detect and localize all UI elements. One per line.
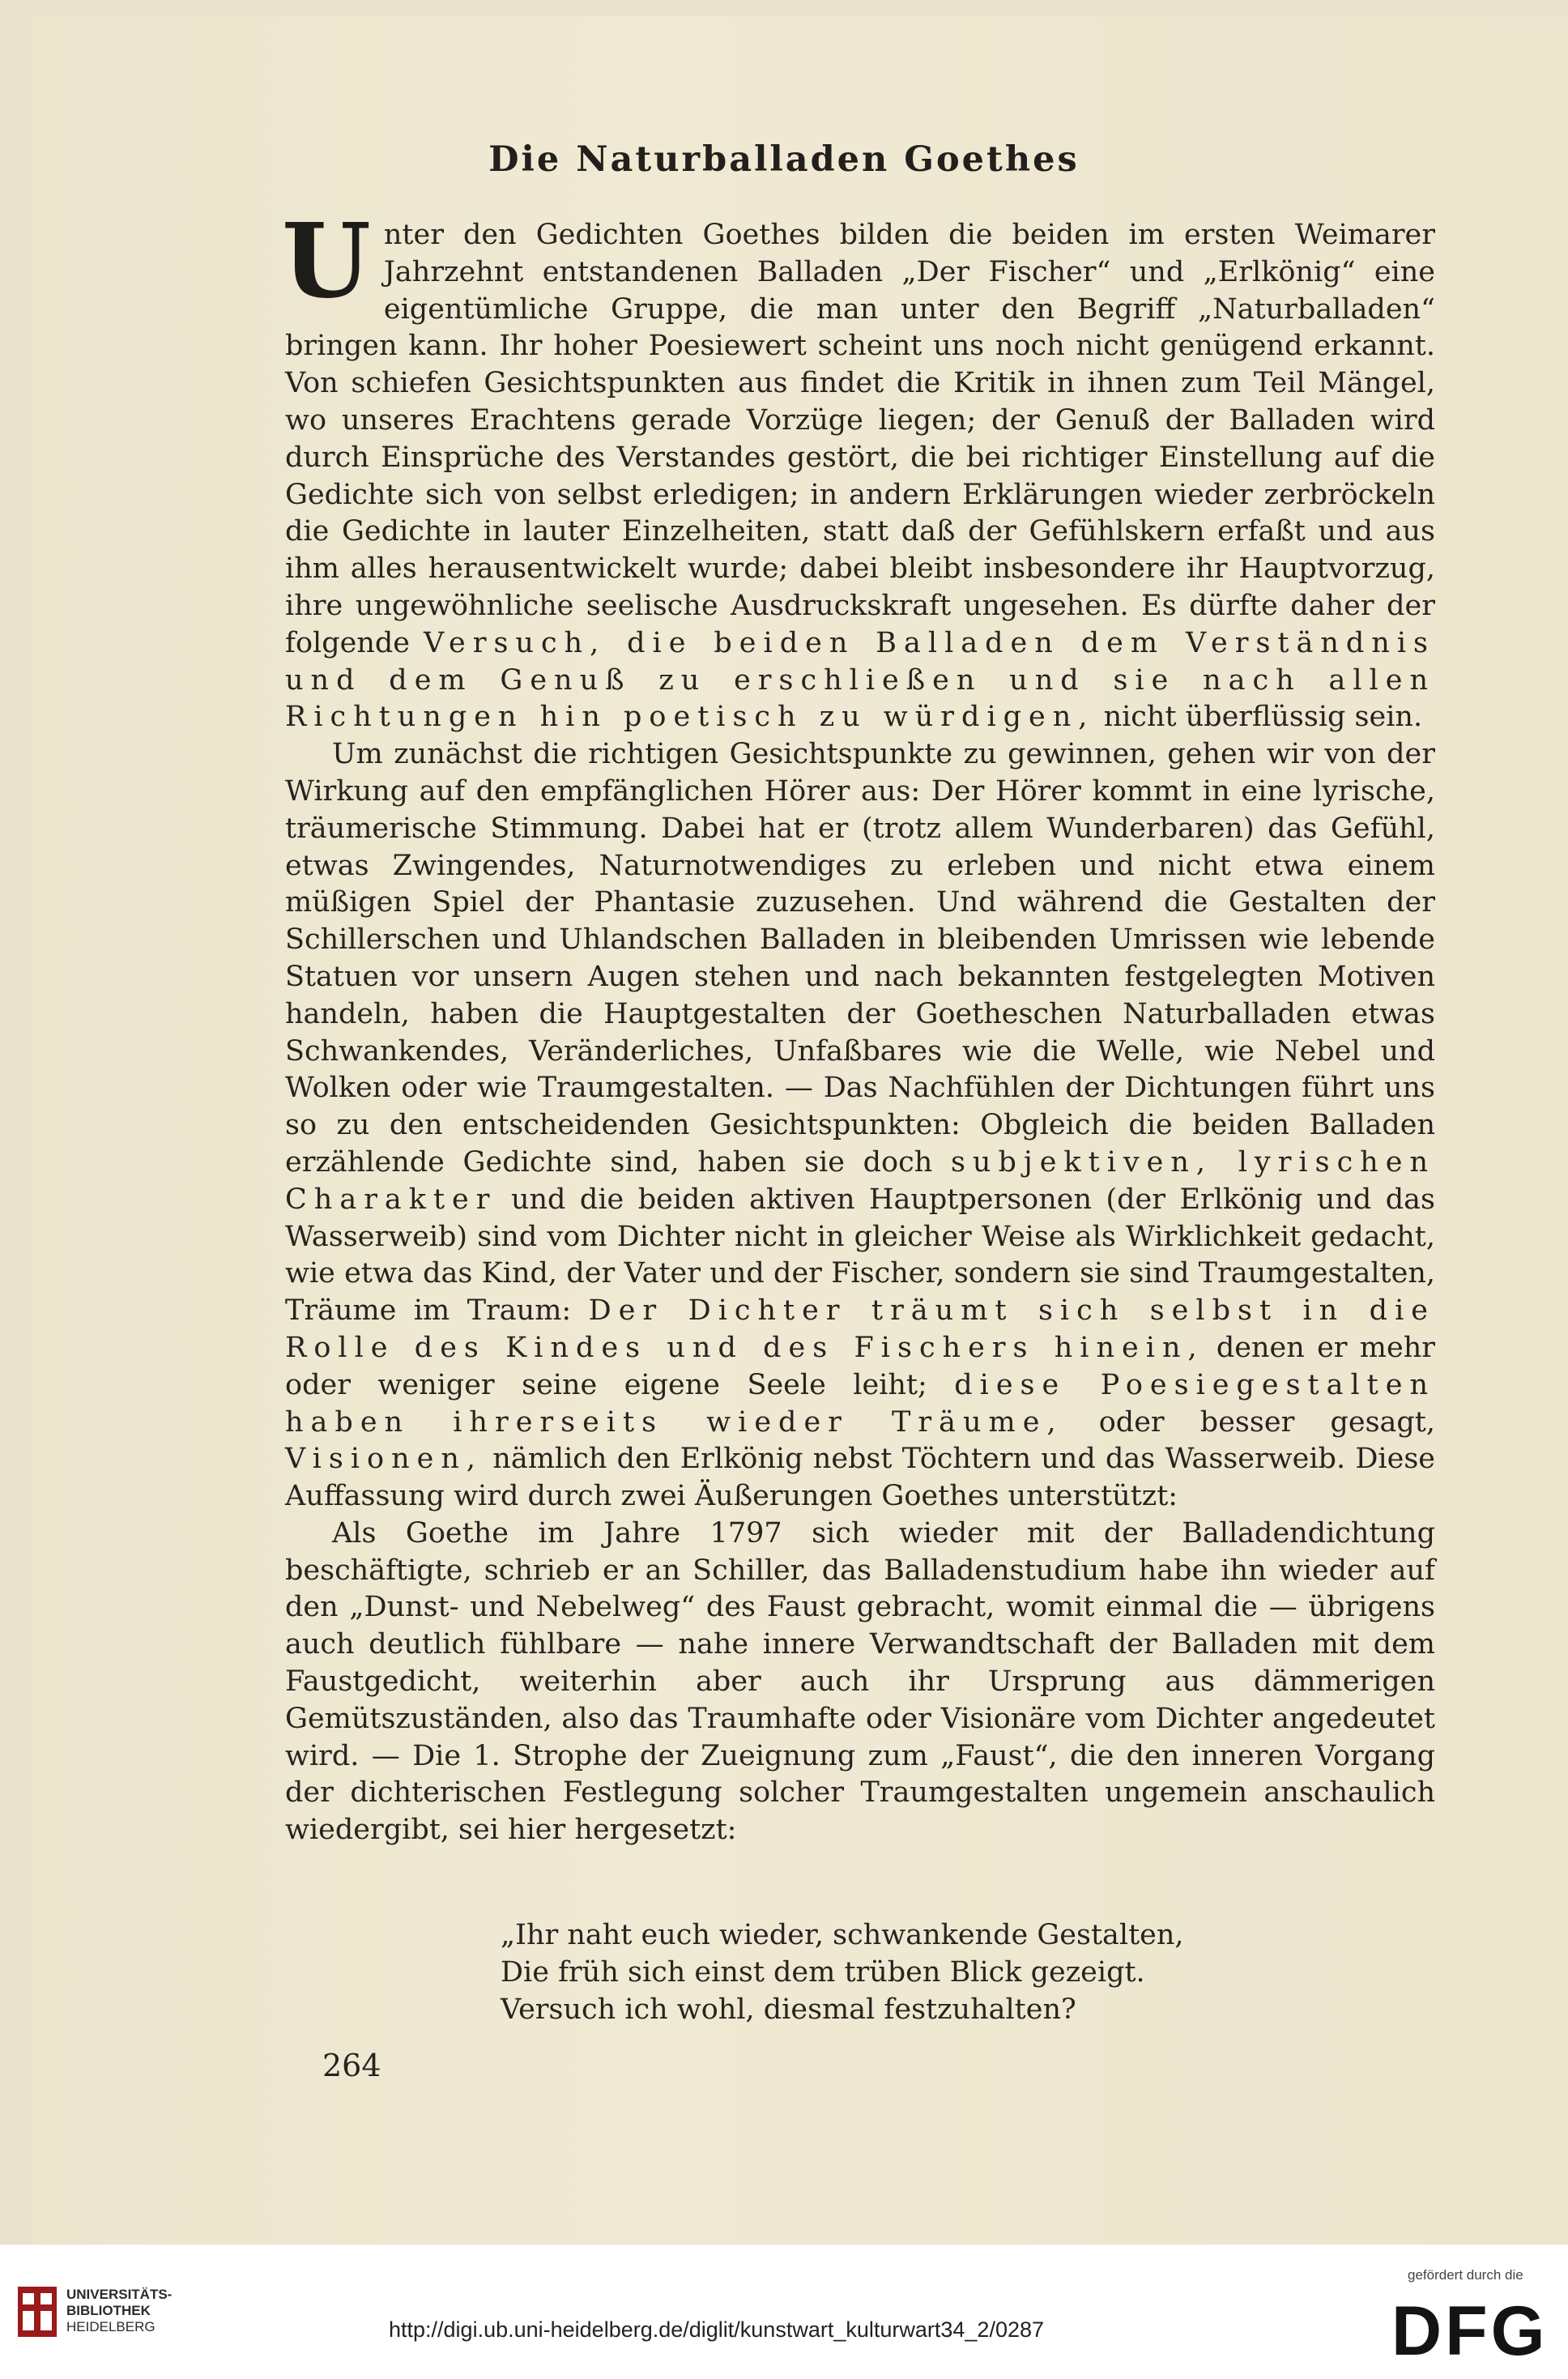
drop-cap: U — [282, 201, 371, 321]
article-body — [282, 201, 1436, 1849]
page-title: Die Naturballaden Goethes — [488, 139, 1080, 180]
university-name-line: UNIVERSITÄTS- — [66, 2287, 173, 2302]
text-segment: Als Goethe im Jahre 1797 sich wieder mit der Balladendichtung beschäftigte, schrieb er an Schiller, das Balladenstudium habe ihn wieder auf den „Dunst- und Nebelweg“ des Faust gebracht, womit einmal die — übrigens auch deutlich fühlbare — nahe innere Verwandtschaft der Balladen mit dem Faustgedicht, weiterhin aber auch ihr Ursprung aus dämmerigen Gemütszuständen, also das Traumhafte oder Visionäre vom Dichter angedeutet wird. — Die 1. Strophe der Zueignung zum „Faust“, die den inneren Vorgang der dichterischen Festlegung solcher Traumgestalten ungemein anschaulich wiedergibt, sei hier hergesetzt: — [285, 1516, 1435, 1847]
poem-quote — [501, 1916, 1184, 2028]
dfg-logo: DFG — [1391, 2292, 1549, 2370]
text-segment: oder besser gesagt, — [1063, 1405, 1435, 1439]
text-segment: denen er mehr oder weniger seine eigene Seele leiht; — [285, 1331, 1435, 1401]
university-name-line: BIBLIOTHEK — [66, 2303, 151, 2318]
source-url-link[interactable]: http://digi.ub.uni-heidelberg.de/diglit/kunstwart_kulturwart34_2/0287 — [389, 2317, 1045, 2342]
text-segment: und die beiden aktiven Hauptpersonen (der Erlkönig und das Wasserweib) sind vom Dichter nicht in gleicher Weise als Wirklichkeit gedacht, wie etwa das Kind, der Vater und der Fischer, sondern sie sind Traumgestalten, Träume im Traum: — [285, 1183, 1435, 1328]
emphasized-text: diese Poesiegestalten haben ihrerseits wieder Träume, — [285, 1368, 1436, 1439]
emphasized-text: Versuch, die beiden Balladen dem Verständnis und dem Genuß zu erschließen und sie nach allen Richtungen hin poetisch zu würdigen, — [285, 626, 1435, 734]
footer-bar — [0, 2244, 1568, 2379]
emphasized-text: Visionen, — [285, 1443, 484, 1476]
university-seal-icon — [18, 2287, 57, 2337]
paragraph — [282, 201, 1435, 736]
emphasized-text: Der Dichter träumt sich selbst in die Rolle des Kindes und des Fischers hinein, — [285, 1294, 1435, 1364]
poem-line: Versuch ich wohl, diesmal festzuhalten? — [501, 1993, 1076, 2026]
poem-line: „Ihr naht euch wieder, schwankende Gestalten, — [501, 1919, 1184, 1951]
poem-line: Die früh sich einst dem trüben Blick gezeigt. — [501, 1956, 1145, 1989]
paragraph — [285, 1516, 1435, 1849]
paragraph — [285, 736, 1435, 1516]
text-segment: nicht überflüssig sein. — [1094, 701, 1423, 734]
page-number: 264 — [322, 2048, 381, 2083]
university-name — [66, 2287, 172, 2335]
university-name-line: HEIDELBERG — [66, 2319, 156, 2334]
text-segment: nämlich den Erlkönig nebst Töchtern und das Wasserweib. Diese Auffassung wird durch zwei Äußerungen Goethes unterstützt: — [285, 1443, 1435, 1513]
funded-by-label: gefördert durch die — [1408, 2267, 1523, 2283]
emphasized-text: subjektiven, lyrischen Charakter — [285, 1145, 1435, 1216]
text-segment: nter den Gedichten Goethes bilden die beiden im ersten Weimarer Jahrzehnt entstandenen Balladen „Der Fischer“ und „Erlkönig“ eine eigentümliche Gruppe, die man unter den Begriff „Naturballaden“ bringen kann. Ihr hoher Poesiewert scheint uns noch nicht genügend erkannt. Von schiefen Gesichtspunkten aus findet die Kritik in ihnen zum Teil Mängel, wo unseres Erachtens gerade Vorzüge liegen; der Genuß der Balladen wird durch Einsprüche des Verstandes gestört, die bei richtiger Einstellung auf die Gedichte sich von selbst erledigen; in andern Erklärungen wieder zerbröckeln die Gedichte in lauter Einzelheiten, statt daß der Gefühlskern erfaßt und aus ihm alles herausentwickelt wurde; dabei bleibt insbesondere ihr Hauptvorzug, ihre ungewöhnliche seelische Ausdruckskraft ungesehen. Es dürfte daher der folgende — [285, 219, 1435, 659]
text-segment: Um zunächst die richtigen Gesichtspunkte zu gewinnen, gehen wir von der Wirkung auf den empfänglichen Hörer aus: Der Hörer kommt in eine lyrische, träumerische Stimmung. Dabei hat er (trotz allem Wunderbaren) das Gefühl, etwas Zwingendes, Naturnotwendiges zu erleben und nicht etwa einem müßigen Spiel der Phantasie zuzusehen. Und während die Gestalten der Schillerschen und Uhlandschen Balladen in bleibenden Umrissen wie lebende Statuen vor unsern Augen stehen und nach bekannten festgelegten Motiven handeln, haben die Hauptgestalten der Goetheschen Naturballaden etwas Schwankendes, Veränderliches, Unfaßbares wie die Welle, wie Nebel und Wolken oder wie Traumgestalten. — Das Nachfühlen der Dichtungen führt uns so zu den entscheidenden Gesichtspunkten: Obgleich die beiden Balladen erzählende Gedichte sind, haben sie doch — [285, 738, 1435, 1179]
